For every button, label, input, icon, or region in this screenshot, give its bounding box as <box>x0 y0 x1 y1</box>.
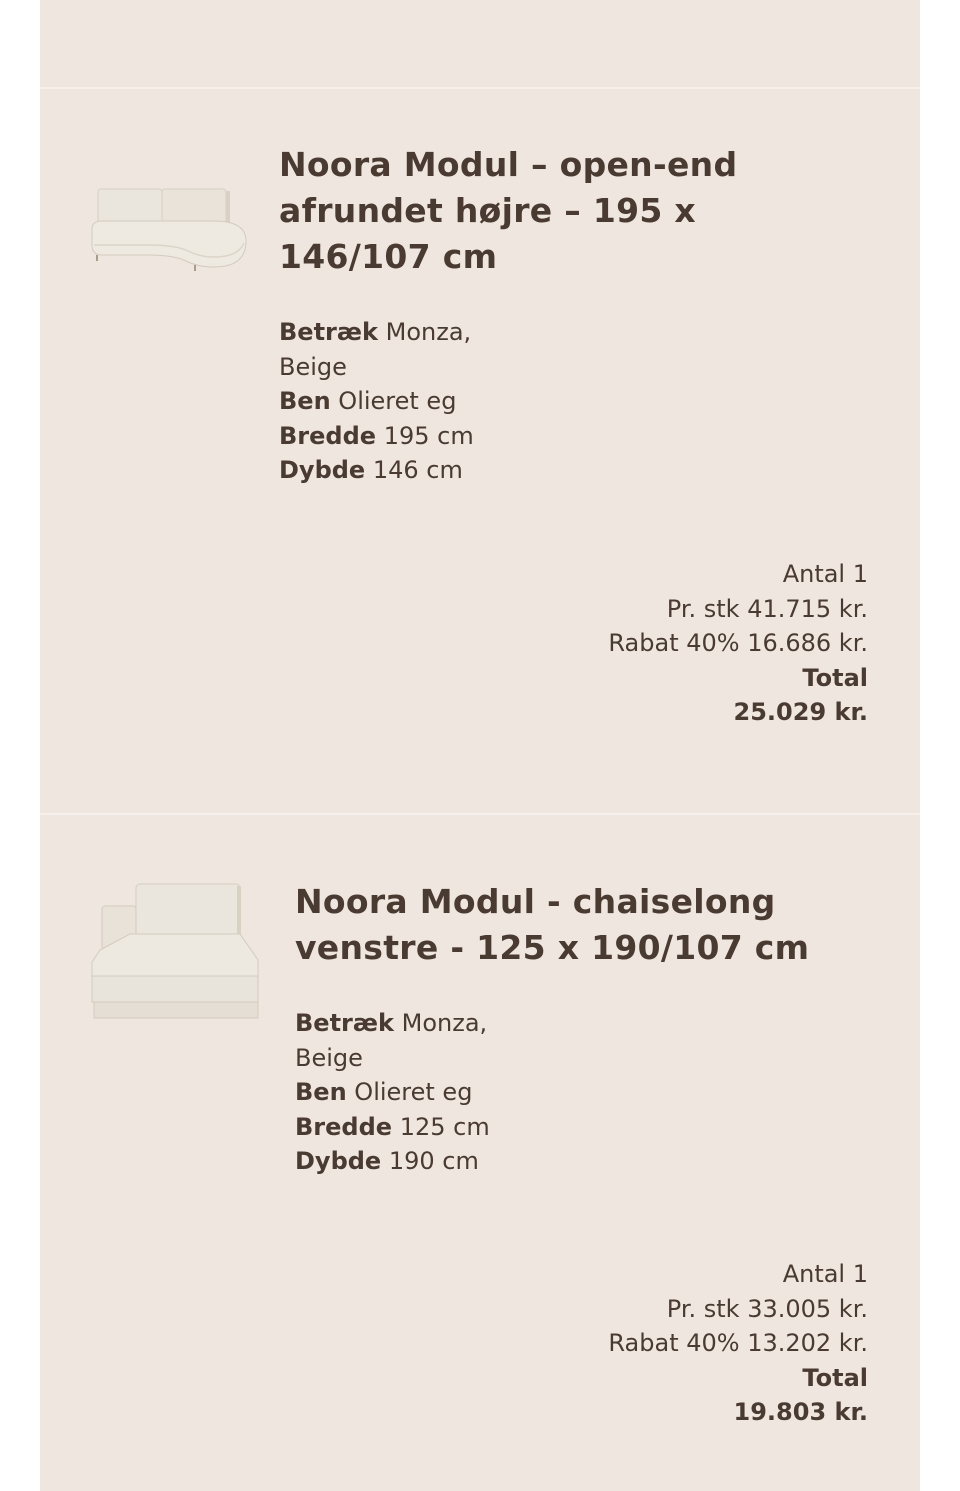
spec-legs-label: Ben <box>279 387 331 415</box>
discount: Rabat 40% 16.686 kr. <box>608 629 868 657</box>
product-image[interactable] <box>90 880 262 1022</box>
spec-cover-label: Betræk <box>295 1009 394 1037</box>
unit-price: Pr. stk 41.715 kr. <box>666 594 868 623</box>
product-specs <box>279 315 474 488</box>
spec-cover <box>279 315 474 350</box>
spec-width-value: 195 cm <box>383 421 474 450</box>
quantity: Antal 1 <box>782 560 868 588</box>
total-label: Total <box>802 1363 868 1392</box>
spec-width-value: 125 cm <box>399 1112 490 1141</box>
spec-depth-label: Dybde <box>295 1147 382 1175</box>
spec-cover-value: Monza, <box>385 318 472 346</box>
spec-width <box>279 419 474 454</box>
product-pricing <box>608 1257 868 1430</box>
spec-cover-value-2: Beige <box>279 352 347 381</box>
top-band <box>40 0 920 88</box>
spec-width <box>295 1110 490 1145</box>
product-title[interactable]: Noora Modul – open-end afrundet højre – 195 x 146/107 cm <box>279 145 738 276</box>
spec-cover <box>295 1006 490 1041</box>
spec-cover-value: Monza, <box>401 1009 488 1037</box>
product-specs <box>295 1006 490 1179</box>
spec-legs <box>279 384 474 419</box>
total-value: 25.029 kr. <box>733 698 868 726</box>
spec-width-label: Bredde <box>295 1112 393 1141</box>
sofa-open-end-rounded-image <box>88 185 248 275</box>
spec-legs-label: Ben <box>295 1078 347 1106</box>
product-image[interactable] <box>88 185 248 275</box>
spec-depth-label: Dybde <box>279 456 366 484</box>
order-panel <box>40 0 920 1491</box>
unit-price: Pr. stk 33.005 kr. <box>666 1294 868 1323</box>
spec-legs-value: Olieret eg <box>338 387 457 415</box>
sofa-chaiselong-image <box>90 880 262 1022</box>
discount: Rabat 40% 13.202 kr. <box>608 1329 868 1357</box>
spec-legs-value: Olieret eg <box>354 1078 473 1106</box>
total-label: Total <box>802 663 868 692</box>
spec-depth-value: 190 cm <box>388 1147 479 1175</box>
divider <box>40 87 920 89</box>
spec-cover-value-2: Beige <box>295 1043 363 1072</box>
product-pricing <box>608 557 868 730</box>
spec-depth-value: 146 cm <box>372 456 463 484</box>
quantity: Antal 1 <box>782 1260 868 1288</box>
spec-legs <box>295 1075 490 1110</box>
product-title[interactable]: Noora Modul - chaiselong venstre - 125 x 190/107 cm <box>295 882 810 967</box>
spec-depth <box>279 453 474 488</box>
spec-depth <box>295 1144 490 1179</box>
spec-width-label: Bredde <box>279 421 377 450</box>
divider <box>40 813 920 815</box>
spec-cover-label: Betræk <box>279 318 378 346</box>
total-value: 19.803 kr. <box>733 1398 868 1426</box>
